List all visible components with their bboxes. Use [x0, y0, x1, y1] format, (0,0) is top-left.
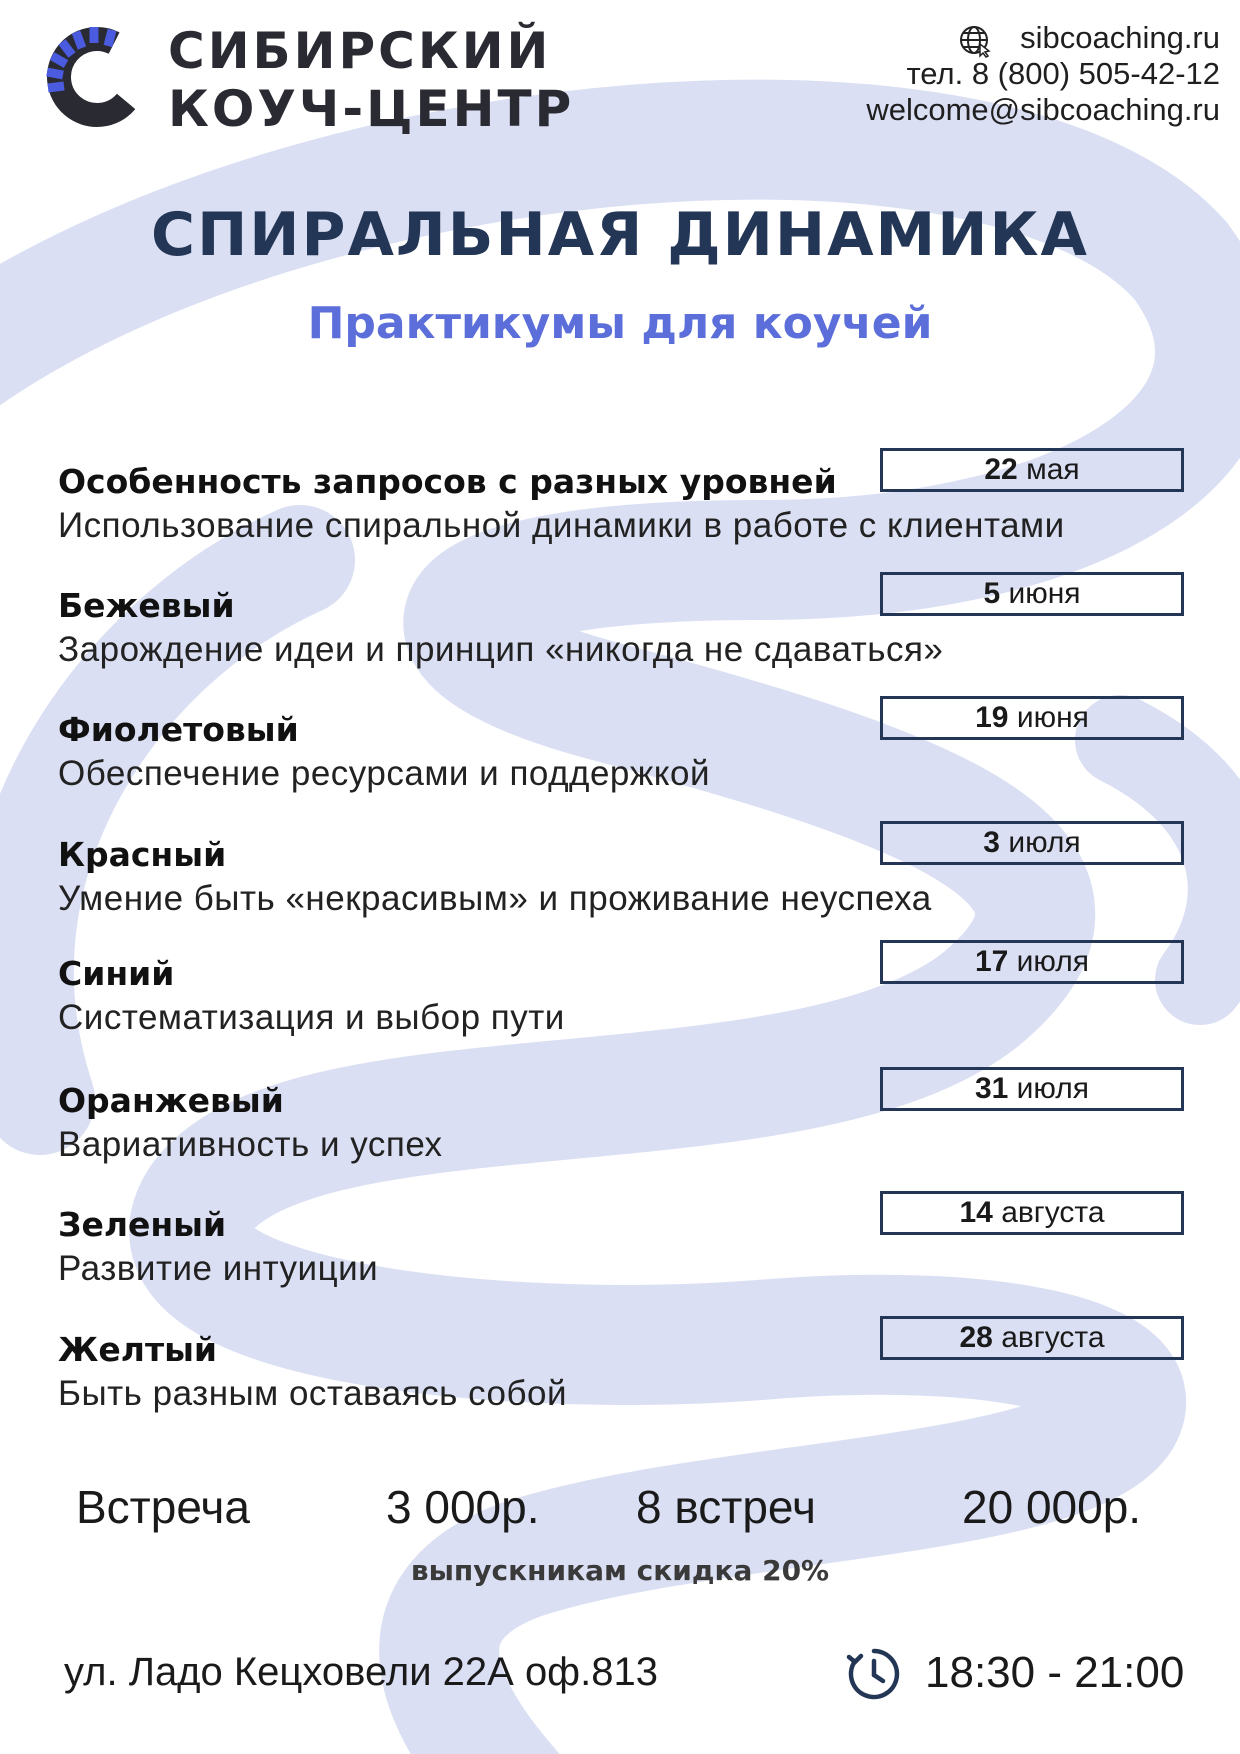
session-description: Быть разным оставаясь собой [58, 1374, 568, 1413]
session-title: Красный [58, 835, 227, 874]
logo-icon [42, 22, 152, 132]
globe-icon [958, 24, 992, 58]
session-date-day: 14 [959, 1196, 993, 1229]
session-description: Развитие интуиции [58, 1249, 379, 1288]
session-title: Синий [58, 954, 175, 993]
session-description: Умение быть «некрасивым» и проживание неуспеха [58, 879, 932, 918]
session-date-badge [880, 1067, 1184, 1111]
session-date-badge [880, 696, 1184, 740]
session-item [58, 826, 1218, 925]
session-date-month: июля [1008, 826, 1081, 859]
session-title: Желтый [58, 1330, 218, 1369]
session-description: Вариативность и успех [58, 1125, 443, 1164]
session-date-badge [880, 1191, 1184, 1235]
session-date-day: 31 [974, 1072, 1009, 1105]
session-title: Оранжевый [58, 1081, 284, 1120]
session-description: Использование спиральной динамики в работе с клиентами [58, 506, 1065, 545]
session-date-month: июня [1008, 577, 1081, 610]
bundle-price: 20 000р. [962, 1481, 1142, 1533]
address: ул. Ладо Кецховели 22А оф.813 [64, 1650, 658, 1694]
session-date-day: 3 [983, 826, 1000, 859]
session-title: Бежевый [58, 586, 235, 625]
single-session-label: Встреча [76, 1481, 250, 1533]
single-session-price: 3 000р. [386, 1481, 540, 1533]
clock-icon [845, 1645, 903, 1703]
website-link[interactable]: sibcoaching.ru [1020, 20, 1220, 55]
session-item [58, 453, 1218, 552]
session-item [58, 701, 1218, 800]
session-title: Фиолетовый [58, 710, 299, 749]
session-date-badge [880, 572, 1184, 616]
session-item [58, 1196, 1218, 1295]
phone-number[interactable]: тел. 8 (800) 505-42-12 [906, 56, 1220, 91]
session-date-month: июля [1016, 1072, 1090, 1105]
session-date-month: июня [1016, 701, 1089, 734]
session-date-day: 19 [975, 701, 1009, 734]
session-date-day: 22 [984, 453, 1018, 486]
session-time: 18:30 - 21:00 [925, 1648, 1185, 1697]
session-date-month: июля [1016, 945, 1090, 978]
session-date-month: мая [1026, 453, 1080, 486]
session-date-day: 28 [959, 1321, 993, 1354]
brand-name-line1: СИБИРСКИЙ [168, 22, 552, 80]
page-subtitle: Практикумы для коучей [307, 298, 933, 349]
session-item [58, 1321, 1218, 1420]
session-date-month: августа [1001, 1196, 1105, 1229]
session-item [58, 1072, 1218, 1171]
session-title: Особенность запросов с разных уровней [58, 462, 837, 501]
session-item [58, 945, 1218, 1044]
session-date-badge [880, 821, 1184, 865]
page-title: СПИРАЛЬНАЯ ДИНАМИКА [151, 200, 1089, 270]
session-date-badge [880, 940, 1184, 984]
session-date-badge [880, 448, 1184, 492]
session-date-day: 17 [974, 945, 1009, 978]
session-date-badge [880, 1316, 1184, 1360]
brand-name-line2: КОУЧ-ЦЕНТР [168, 80, 575, 138]
bundle-label: 8 встреч [636, 1481, 816, 1533]
session-description: Систематизация и выбор пути [58, 998, 565, 1037]
session-date-month: августа [1001, 1321, 1105, 1354]
session-date-day: 5 [983, 577, 1001, 610]
session-description: Обеспечение ресурсами и поддержкой [58, 754, 711, 793]
session-title: Зеленый [58, 1205, 227, 1244]
session-description: Зарождение идеи и принцип «никогда не сдаваться» [58, 630, 944, 669]
session-item [58, 577, 1218, 676]
discount-note: выпускникам скидка 20% [410, 1554, 830, 1587]
email-link[interactable]: welcome@sibcoaching.ru [866, 92, 1220, 127]
